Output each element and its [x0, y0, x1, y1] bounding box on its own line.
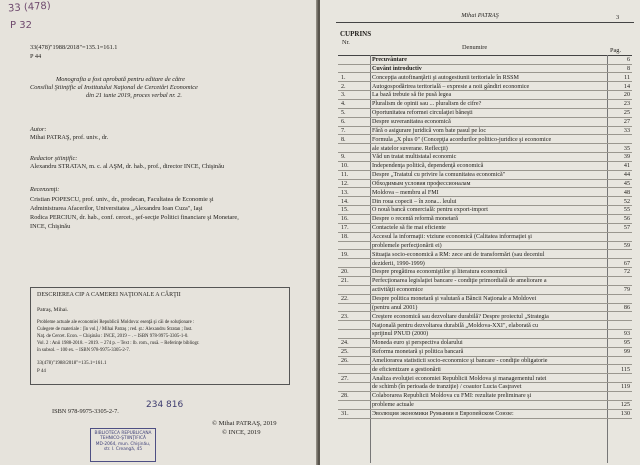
toc-row	[338, 286, 632, 295]
toc-row-page: 14	[623, 83, 630, 90]
toc-row-page: 23	[623, 101, 630, 108]
toc-row-title: Reforma monetară şi politica bancară	[372, 349, 464, 356]
toc-row-number: 20.	[341, 269, 349, 276]
toc-row-number: 14.	[341, 198, 349, 205]
toc-row-title: Naţională pentru dezvoltarea durabilă „Moldova-XXI", elaborată cu	[372, 322, 539, 329]
toc-row	[338, 65, 632, 74]
toc-row-page: 25	[623, 110, 630, 117]
toc-row-page: 130	[620, 411, 630, 417]
toc-row-page: 86	[623, 304, 630, 311]
cip-line: Naţ. de Cercet. Econ. – Chişinău : INCE, 2019 – . – ISBN 978-9975-3305-1-0.	[37, 334, 189, 339]
toc-row-number: 15.	[341, 207, 349, 214]
toc-row-title: probleme actuale	[372, 402, 414, 409]
stamp-line: TEHNICO-ŞTIINŢIFICĂ	[100, 436, 146, 442]
toc-row	[338, 109, 632, 118]
cip-line: Culegere de materiale : [în vol.] / Mihai Patraş ; red. şt.: Alexandru Stratan ; Inst.	[37, 327, 193, 332]
toc-row	[338, 277, 632, 286]
toc-row-title: Moneda euro şi perspectiva dolarului	[372, 340, 463, 347]
toc-row	[338, 91, 632, 100]
toc-row-title: Cuvânt introductiv	[372, 65, 422, 72]
toc-row-page: 67	[623, 260, 630, 267]
approval-line: din 21 iunie 2019, proces verbal nr. 2.	[86, 92, 182, 99]
toc-row-number: 18.	[341, 234, 349, 240]
toc-row	[338, 392, 632, 401]
editor-name: Alexandru STRATAN, m. c. al AŞM, dr. hab., prof., director INCE, Chişinău	[30, 163, 225, 170]
toc-row-number: 22.	[341, 295, 349, 302]
toc-row-title: Despre „Tratatul cu privire la comunitatea economică"	[372, 172, 506, 179]
col-pag-header: Pag.	[610, 47, 622, 54]
toc-row	[338, 260, 632, 269]
toc-row	[338, 145, 632, 154]
toc-row	[338, 322, 632, 331]
copyright-line: © INCE, 2019	[222, 429, 261, 436]
toc-row-number: 19.	[341, 251, 349, 258]
col-nr-header: Nr.	[342, 39, 350, 46]
toc-row-number: 25.	[341, 349, 349, 356]
toc-row-title: Autogospodărirea teritorială – expresie a noii gândiri economice	[372, 83, 530, 90]
toc-row-title: sprijinul PNUD (2000)	[372, 331, 429, 338]
toc-row-title: Accesul la informaţii: viziune economică (Calitatea informaţiei şi	[372, 234, 532, 240]
copyright-line: © Mihai PATRAŞ, 2019	[212, 420, 277, 427]
toc-row-title: (pentru anul 2001)	[372, 304, 418, 311]
toc-row	[338, 339, 632, 348]
cip-line: Vol. 2 : Anii 1988-2018. – 2019. – 274 p. – Text : lb. rom., rusă. – Referinţe bibliogr.	[37, 341, 200, 346]
running-head: Mihai PATRAŞ	[461, 12, 499, 19]
reviewer-line: Rodica PERCIUN, dr. hab., conf. cercet., şef-secţie Politici financiare şi Monetare,	[30, 214, 239, 221]
toc-row-page: 39	[623, 154, 630, 161]
toc-title: CUPRINS	[340, 30, 372, 38]
toc-row-title: Din roua copecii – în zona... leului	[372, 198, 457, 205]
stamp-line: BIBLIOTECA REPUBLICANA	[94, 431, 152, 436]
toc-row-title: Despre suveranitatea economică	[372, 118, 451, 125]
toc-row-page: 11	[624, 74, 630, 81]
toc-row	[338, 401, 632, 410]
toc-row-title: Independenţa politică, dependenţă economică	[372, 163, 484, 170]
toc-row-page: 125	[620, 402, 630, 409]
toc-row	[338, 162, 632, 171]
toc-row	[338, 171, 632, 180]
toc-row-page: 59	[623, 242, 630, 249]
toc-row	[338, 118, 632, 127]
toc-row	[338, 189, 632, 198]
toc-row-title: de eficientizare a gestionării	[372, 366, 441, 373]
header-rule	[336, 22, 634, 23]
toc-row	[338, 74, 632, 83]
cip-author: Patraş, Mihai.	[37, 307, 69, 313]
toc-row-title: Formula „X plus 0" (Concepţia acordurilor politico-juridice şi economice	[372, 136, 552, 143]
toc-row-page: 79	[623, 287, 630, 294]
toc-row-page: 35	[623, 145, 630, 152]
toc-row	[338, 330, 632, 339]
toc-row-page: 45	[623, 180, 630, 187]
toc-row	[338, 100, 632, 109]
shelfmark-handwriting: 33 (478)	[7, 0, 52, 15]
toc-row-page: 20	[623, 92, 630, 99]
toc-row	[338, 224, 632, 233]
toc-row	[338, 215, 632, 224]
reviewer-line: Administrarea Afacerilor, Universitatea „Alexandru Ioan Cuza", Iaşi	[30, 205, 203, 212]
toc-row-title: Pluralism de opinii sau ... pluralism de cifre?	[372, 101, 482, 108]
toc-row-page: 56	[623, 216, 630, 223]
toc-row	[338, 375, 632, 384]
toc-row-number: 3.	[341, 92, 346, 99]
toc-row-page: 8	[626, 65, 630, 72]
udc-p: P 44	[30, 53, 42, 60]
editor-label: Redactor ştiinţific:	[30, 155, 78, 162]
toc-row-title: ale statelor suverane. Reflecţii)	[372, 145, 448, 152]
toc-row-number: 13.	[341, 189, 349, 196]
toc-row-page: 33	[623, 127, 630, 134]
toc-row-title: Creştere economică sau dezvoltare durabilă? Despre proiectul „Strategia	[372, 313, 549, 320]
toc-row-number: 5.	[341, 110, 346, 117]
toc-row-title: Despre politica monetară şi valutară a Băncii Naţionale a Moldovei	[372, 295, 537, 302]
toc-row	[338, 295, 632, 304]
toc-row-page: 72	[623, 269, 630, 276]
toc-row-title: Oportunitatea reformei circulaţiei băneşti	[372, 110, 473, 117]
stamp-line: str. I. Creangă, 45	[103, 447, 143, 453]
toc-row	[338, 127, 632, 136]
cip-line: Probleme actuale ale economiei Republicii Moldova: esenţă şi căi de soluţionare :	[37, 320, 195, 325]
toc-row-number: 12.	[341, 180, 349, 187]
toc-row	[338, 198, 632, 207]
toc-row-page: 115	[621, 366, 630, 373]
toc-row-title: Обходимым условия профессионалам	[372, 180, 471, 187]
cip-box	[30, 287, 290, 385]
toc-row-title: Эволюция экономики Румынии в Европейском Союзе:	[372, 411, 514, 417]
toc-row	[338, 180, 632, 189]
toc-row	[338, 348, 632, 357]
toc-row-title: Moldova – membru al FMI	[372, 189, 439, 196]
toc-row-page: 55	[623, 207, 630, 214]
toc-row-page: 41	[623, 163, 630, 170]
toc-row-title: Fără o asigurare juridică vom bate pasul pe loc	[372, 127, 487, 134]
toc-row	[338, 357, 632, 366]
toc-row	[338, 383, 632, 392]
toc-row-number: 27.	[341, 375, 349, 382]
approval-line: Monografia a fost aprobată pentru editare de către	[56, 76, 185, 83]
toc-row-page: 99	[623, 349, 630, 356]
toc-row-number: 24.	[341, 340, 349, 347]
toc-row-title: La bază trebuie să fie pusă legea	[372, 92, 452, 99]
toc-row-title: activităţii economice	[372, 287, 423, 294]
approval-line: Consiliul Ştiinţific al Institutului Naţional de Cercetări Economice	[30, 84, 198, 91]
toc-row-number: 1.	[341, 74, 346, 81]
toc-row-number: 28.	[341, 393, 349, 400]
toc-row	[338, 313, 632, 322]
toc-row-title: Despre o recentă reformă monetară	[372, 216, 458, 223]
toc-row-number: 7.	[341, 127, 346, 134]
udc-code: 33(478)"1988/2018"=135.1=161.1	[30, 44, 118, 51]
cip-udc: 33(478)"1988/2018"=135.1=161.1	[37, 361, 107, 366]
toc-row	[338, 242, 632, 251]
toc-row	[338, 83, 632, 92]
toc-row-title: Precuvântare	[372, 57, 407, 63]
toc-row-number: 31.	[341, 411, 349, 417]
toc-row-title: Analiza evoluţiei economiei Republicii Moldova şi managementul ratei	[372, 375, 547, 382]
toc-row	[338, 304, 632, 313]
toc-row-page: 95	[623, 340, 630, 347]
right-page	[320, 0, 640, 465]
col-denumire-header: Denumire	[462, 44, 488, 51]
toc-row-number: 26.	[341, 357, 349, 364]
toc-row-title: Colaborarea Republicii Moldova cu FMI: rezultate preliminare şi	[372, 393, 532, 400]
toc-row-number: 8.	[341, 136, 346, 143]
toc-row-page: 57	[623, 225, 630, 232]
toc-row-page: 48	[623, 189, 630, 196]
cip-line: în subsol. – 100 ex. – ISBN 978-9975-3305-2-7.	[37, 348, 131, 353]
toc-row-page: 6	[626, 57, 630, 63]
toc-row-page: 52	[623, 198, 630, 205]
toc-row-title: Văd un tratat multistatal economic	[372, 154, 457, 161]
toc-row-page: 93	[623, 331, 630, 338]
toc-row-page: 27	[623, 118, 630, 125]
left-page	[0, 0, 318, 465]
toc-row-title: Perfecţionarea legislaţiei bancare - condiţie primordială de ameliorare a	[372, 278, 547, 285]
stamp-line: MD-2064, mun. Chişinău,	[95, 441, 151, 447]
toc-row	[338, 366, 632, 375]
reviewer-line: INCE, Chişinău	[30, 223, 71, 230]
toc-row-page: 44	[623, 172, 630, 179]
toc-row	[338, 251, 632, 260]
reviewer-line: Cristian POPESCU, prof. univ., dr., prodecan, Facultatea de Economie şi	[30, 196, 214, 203]
toc-row-title: deziderii, 1990-1999)	[372, 260, 425, 267]
toc-row-title: Concepţia autofinanţării şi autogestiunii teritoriale în RSSM	[372, 74, 519, 81]
page-number: 3	[616, 14, 620, 21]
toc-row-title: de schimb (în perioada de tranziţie) / coautor Lucia Casţravet	[372, 384, 522, 391]
toc-row-title: O nouă bancă comercială: pentru export-import	[372, 207, 488, 214]
cip-p: P 44	[37, 369, 46, 374]
toc-row-number: 9.	[341, 154, 346, 161]
toc-row-number: 21.	[341, 278, 349, 285]
toc-row-title: problemele perfecţionării ei)	[372, 242, 442, 249]
toc-row-title: Contactele să fie mai eficiente	[372, 225, 446, 232]
toc-row-number: 4.	[341, 101, 346, 108]
toc-row	[338, 410, 632, 419]
toc-row	[338, 206, 632, 215]
toc-row-number: 10.	[341, 163, 349, 170]
toc-row-number: 6.	[341, 118, 346, 125]
shelfmark-handwriting-2: P 32	[10, 20, 32, 31]
isbn: ISBN 978-9975-3305-2-7.	[52, 408, 119, 415]
toc-row-title: Despre pregătirea economiştilor şi literatura economică	[372, 269, 508, 276]
cip-title: DESCRIEREA CIP A CAMEREI NAŢIONALE A CĂRŢII	[37, 292, 181, 298]
author-label: Autor:	[30, 126, 47, 133]
toc-row-number: 11.	[341, 172, 349, 179]
reviewers-label: Recenzenţi:	[30, 186, 60, 193]
toc-row	[338, 56, 632, 65]
toc-row-title: Situaţia socio-economică a RM: zece ani de transformări (sau deceniul	[372, 251, 545, 258]
toc-row-page: 119	[621, 384, 630, 391]
toc-row-number: 16.	[341, 216, 349, 223]
toc-row	[338, 268, 632, 277]
toc-row-number: 23.	[341, 313, 349, 320]
library-stamp	[90, 428, 156, 462]
toc-row-number: 2.	[341, 83, 346, 90]
inventory-handwriting: 234 816	[146, 400, 184, 410]
toc-row	[338, 153, 632, 162]
toc-row-number: 17.	[341, 225, 349, 232]
author-name: Mihai PATRAŞ, prof. univ., dr.	[30, 134, 109, 141]
toc-row-title: Ameliorarea statisticii socio-economice şi bancare - condiţie obligatorie	[372, 357, 548, 364]
toc-row	[338, 233, 632, 242]
toc-row	[338, 136, 632, 145]
